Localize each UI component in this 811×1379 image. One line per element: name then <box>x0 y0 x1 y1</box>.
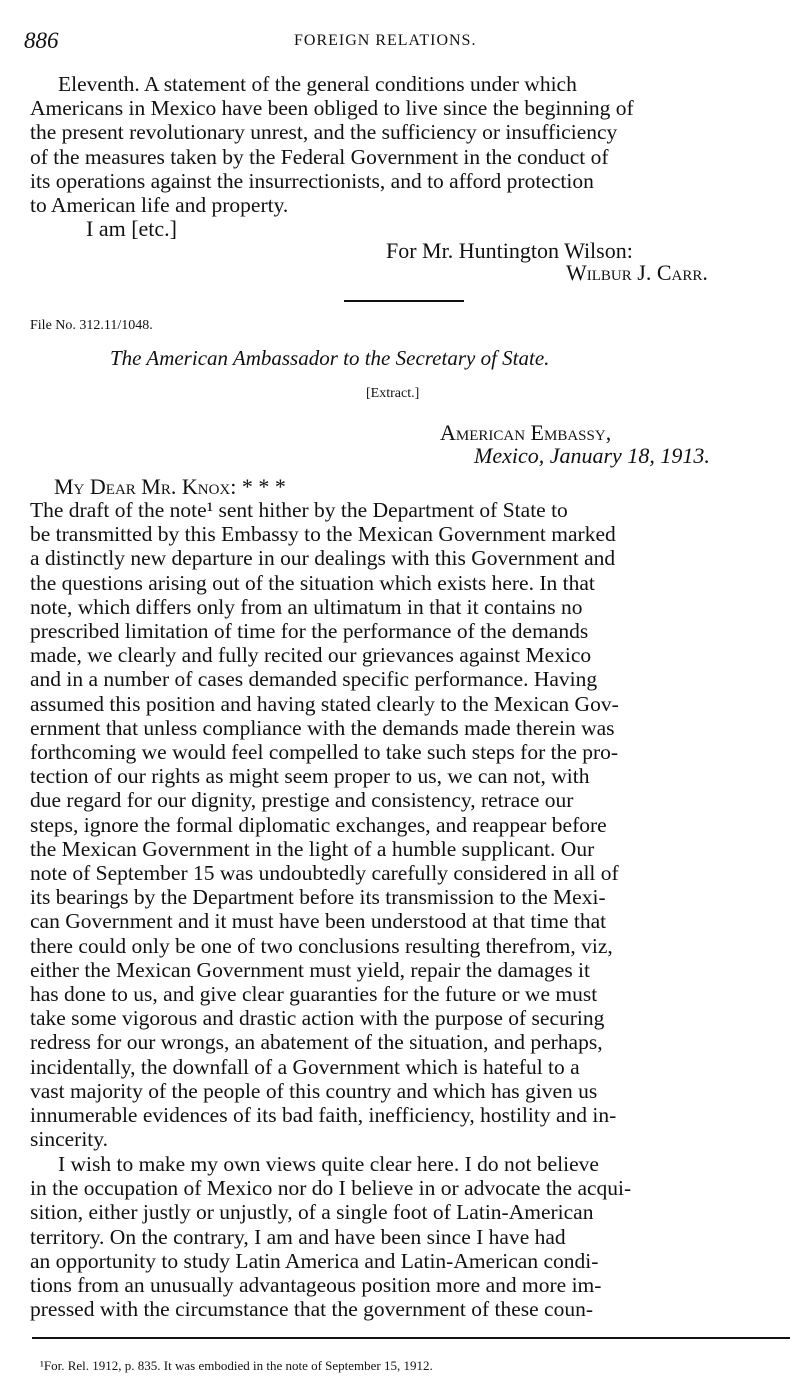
document-title: The American Ambassador to the Secretary of State. <box>110 346 550 370</box>
text-line: tection of our rights as might seem proper to us, we can not, with <box>30 764 590 789</box>
text-line: note, which differs only from an ultimatum in that it contains no <box>30 594 583 619</box>
text-line: sincerity. <box>30 1127 109 1152</box>
running-head: FOREIGN RELATIONS. <box>294 32 477 49</box>
text-line: assumed this position and having stated clearly to the Mexican Gov- <box>30 691 619 716</box>
text-line: made, we clearly and fully recited our grievances against Mexico <box>30 643 592 668</box>
text-line: its operations against the insurrectionists, and to afford protection <box>30 168 594 193</box>
text-line: has done to us, and give clear guaranties for the future or we must <box>30 982 598 1007</box>
footnote: ¹For. Rel. 1912, p. 835. It was embodied in the note of September 15, 1912. <box>40 1358 433 1373</box>
text-line: the Mexican Government in the light of a humble supplicant. Our <box>30 836 595 861</box>
signature-name: Wilbur J. Carr. <box>566 260 708 285</box>
text-line: I wish to make my own views quite clear here. I do not believe <box>58 1152 599 1176</box>
text-line: and in a number of cases demanded specific performance. Having <box>30 667 598 692</box>
text-line: of the measures taken by the Federal Government in the conduct of <box>30 144 609 169</box>
text-line: prescribed limitation of time for the performance of the demands <box>30 619 589 644</box>
text-line: take some vigorous and drastic action with the purpose of securing <box>30 1006 605 1031</box>
text-line: pressed with the circumstance that the government of these coun- <box>30 1297 593 1322</box>
text-line: in the occupation of Mexico nor do I believe in or advocate the acqui- <box>30 1176 632 1201</box>
page-header <box>24 28 787 52</box>
text-line: sition, either justly or unjustly, of a single foot of Latin-American <box>30 1200 594 1225</box>
text-line: steps, ignore the formal diplomatic exchanges, and reappear before <box>30 812 607 837</box>
text-line: the present revolutionary unrest, and the sufficiency or insufficiency <box>30 120 618 145</box>
closing-line: I am [etc.] <box>86 216 177 241</box>
text-line: territory. On the contrary, I am and have been since I have had <box>30 1224 566 1249</box>
text-line: be transmitted by this Embassy to the Mexican Government marked <box>30 522 616 547</box>
text-line: a distinctly new departure in our dealings with this Government and <box>30 546 616 571</box>
dateline-place-date: Mexico, January 18, 1913. <box>474 443 710 468</box>
text-line: redress for our wrongs, an abatement of the situation, and perhaps, <box>30 1030 603 1055</box>
text-line: tions from an unusually advantageous position more and more im- <box>30 1273 602 1298</box>
paragraph-eleventh <box>30 72 784 217</box>
text-line: incidentally, the downfall of a Government which is hateful to a <box>30 1054 580 1079</box>
text-line: note of September 15 was undoubtedly carefully considered in all of <box>30 861 619 886</box>
text-line: to American life and property. <box>30 193 289 218</box>
text-line: Eleventh. A statement of the general conditions under which <box>58 72 577 96</box>
text-line: Americans in Mexico have been obliged to live since the beginning of <box>30 96 634 121</box>
file-number: File No. 312.11/1048. <box>30 318 153 333</box>
text-line: an opportunity to study Latin America and Latin-American condi- <box>30 1248 599 1273</box>
paragraph-1 <box>30 498 784 1151</box>
text-line: The draft of the note¹ sent hither by the Department of State to <box>30 498 568 522</box>
extract-label: [Extract.] <box>366 386 420 401</box>
text-line: there could only be one of two conclusions resulting therefrom, viz, <box>30 933 613 958</box>
section-divider <box>344 300 464 302</box>
text-line: can Government and it must have been understood at that time that <box>30 909 607 934</box>
text-line: either the Mexican Government must yield, repair the damages it <box>30 957 591 982</box>
signature-for-line: For Mr. Huntington Wilson: <box>386 238 633 263</box>
text-line: its bearings by the Department before its transmission to the Mexi- <box>30 885 606 910</box>
text-line: the questions arising out of the situation which exists here. In that <box>30 570 595 595</box>
text-line: innumerable evidences of its bad faith, inefficiency, hostility and in- <box>30 1103 617 1128</box>
text-line: due regard for our dignity, prestige and consistency, retrace our <box>30 788 574 813</box>
footnote-rule <box>32 1337 790 1339</box>
paragraph-2 <box>30 1152 784 1321</box>
dateline-org: American Embassy, <box>440 420 612 445</box>
page-number: 886 <box>24 28 59 53</box>
salutation: My Dear Mr. Knox: * * * <box>54 474 286 499</box>
text-line: ernment that unless compliance with the demands made therein was <box>30 715 615 740</box>
text-line: vast majority of the people of this country and which has given us <box>30 1078 598 1103</box>
text-line: forthcoming we would feel compelled to take such steps for the pro- <box>30 740 619 765</box>
